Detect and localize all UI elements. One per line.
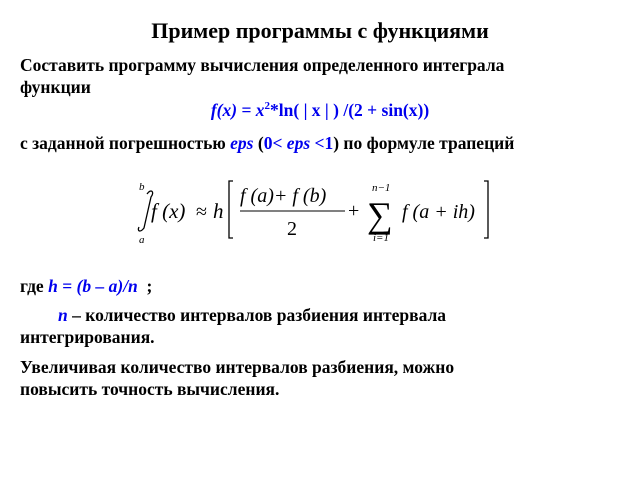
approx-sign: ≈: [196, 201, 207, 223]
sum-upper-limit: n−1: [372, 182, 391, 194]
conclusion-line-1: Увеличивая количество интервалов разбиения, можно: [20, 357, 455, 377]
n-symbol: n: [58, 305, 68, 325]
slide-title: Пример программы с функциями: [151, 18, 489, 43]
conclusion: [20, 356, 630, 400]
n-text-line-2: интегрирования.: [20, 327, 155, 347]
accuracy-line: [20, 132, 630, 154]
intro-line-2: функции: [20, 77, 91, 97]
function-x: x: [255, 100, 265, 120]
function-power: 2: [264, 100, 271, 113]
paren-open: (: [257, 133, 264, 153]
n-definition: [20, 304, 630, 348]
plus-sign: +: [348, 200, 360, 222]
integrand: f (x): [151, 199, 186, 223]
lower-limit: a: [139, 234, 145, 246]
step-h: h: [213, 199, 224, 223]
trapezoid-formula: [0, 175, 640, 255]
step-formula: h = (b – a)/n: [48, 276, 138, 296]
intro-text: [20, 54, 630, 98]
upper-limit: b: [139, 181, 145, 193]
sum-lower-limit: i=1: [373, 232, 389, 244]
accuracy-suffix: ) по формуле трапеций: [333, 133, 515, 153]
accuracy-prefix: с заданной погрешностью: [20, 133, 226, 153]
sum-sign: ∑: [367, 195, 393, 235]
eps-symbol-2: eps: [286, 133, 311, 153]
conclusion-line-2: повысить точность вычисления.: [20, 379, 280, 399]
zero-lt: 0<: [263, 133, 283, 153]
sum-term: f (a + ih): [402, 201, 475, 223]
right-bracket: [484, 181, 488, 238]
left-bracket: [229, 181, 233, 238]
function-rest: *ln( | x | ) /(2 + sin(x)): [270, 100, 430, 120]
lt-one: <1: [314, 133, 334, 153]
denominator: 2: [287, 218, 297, 240]
numerator: f (a)+ f (b): [240, 185, 327, 207]
function-formula: [0, 100, 640, 121]
step-suffix: ;: [146, 276, 153, 296]
step-prefix: где: [20, 276, 44, 296]
function-lhs: f(x) =: [210, 100, 252, 120]
step-definition: [20, 275, 630, 297]
eps-symbol: eps: [230, 133, 254, 153]
intro-line-1: Составить программу вычисления определенного интеграла: [20, 55, 505, 75]
n-text: – количество интервалов разбиения интервала: [72, 305, 447, 325]
